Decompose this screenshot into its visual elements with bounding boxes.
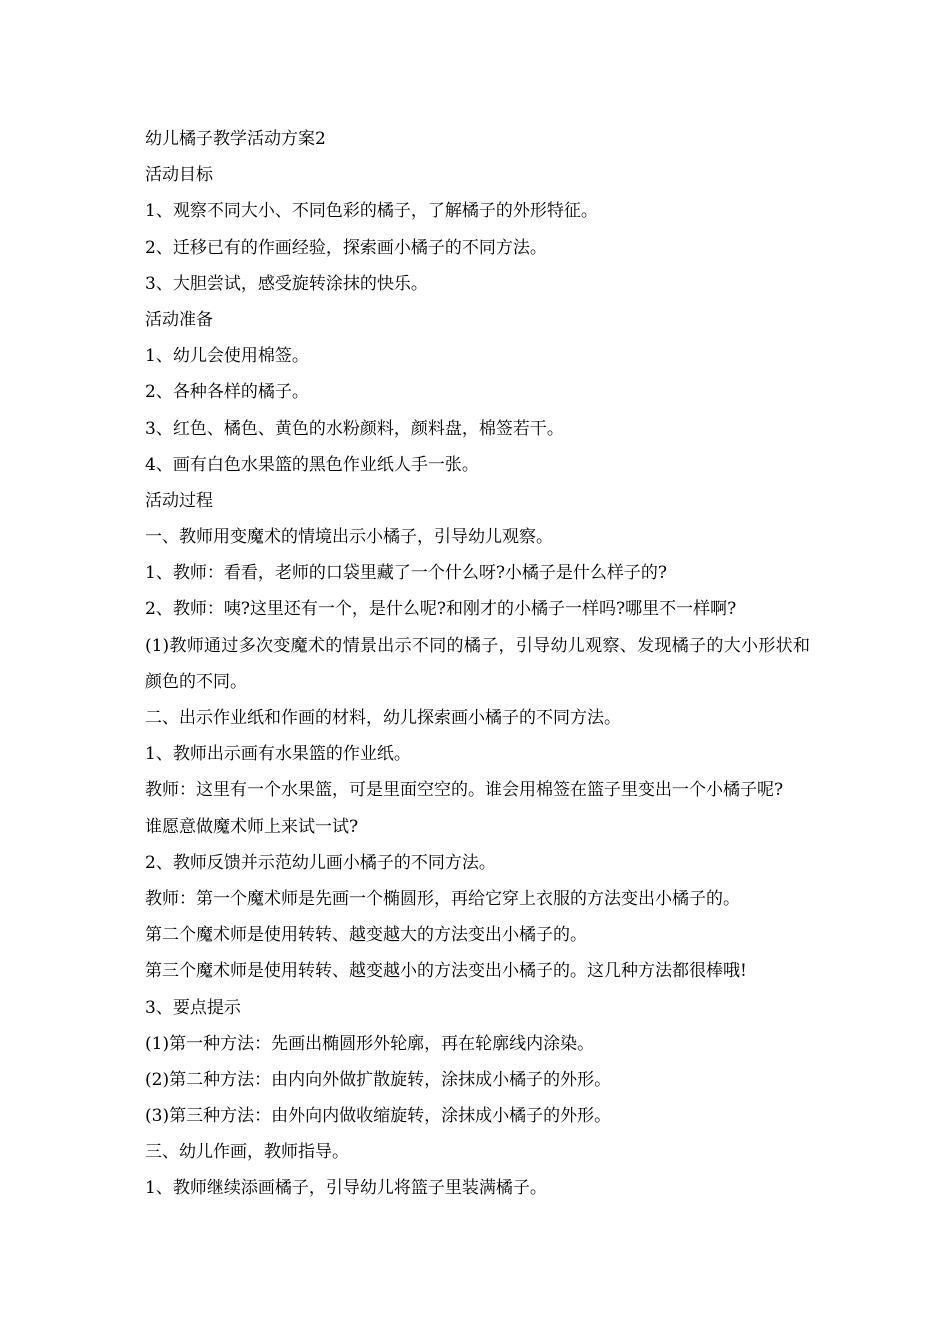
paragraph: 4、画有白色水果篮的黑色作业纸人手一张。 (145, 454, 479, 475)
paragraph: 2、各种各样的橘子。 (145, 382, 309, 403)
paragraph: (3)第三种方法：由外向内做收缩旋转，涂抹成小橘子的外形。 (145, 1106, 612, 1127)
document-title: 幼儿橘子教学活动方案2 (145, 129, 326, 149)
heading-key-points: 3、要点提示 (145, 997, 241, 1018)
paragraph: 2、迁移已有的作画经验，探索画小橘子的不同方法。 (145, 237, 547, 258)
paragraph: (1)教师通过多次变魔术的情景出示不同的橘子，引导幼儿观察、发现橘子的大小形状和颜色的不同。 (145, 635, 810, 692)
paragraph: 3、红色、橘色、黄色的水粉颜料，颜料盘，棉签若干。 (145, 418, 564, 439)
paragraph: 1、观察不同大小、不同色彩的橘子，了解橘子的外形特征。 (145, 201, 598, 222)
paragraph: 二、出示作业纸和作画的材料，幼儿探索画小橘子的不同方法。 (145, 708, 621, 729)
heading-preparation: 活动准备 (145, 309, 213, 330)
paragraph: 1、教师继续添画橘子，引导幼儿将篮子里装满橘子。 (145, 1178, 547, 1199)
paragraph: 教师：这里有一个水果篮，可是里面空空的。谁会用棉签在篮子里变出一个小橘子呢? (145, 780, 784, 801)
paragraph: 三、幼儿作画，教师指导。 (145, 1142, 349, 1163)
paragraph: 第三个魔术师是使用转转、越变越小的方法变出小橘子的。这几种方法都很棒哦! (145, 961, 747, 982)
document-body (145, 121, 810, 1207)
paragraph: 教师：第一个魔术师是先画一个椭圆形，再给它穿上衣服的方法变出小橘子的。 (145, 888, 740, 909)
paragraph: 1、幼儿会使用棉签。 (145, 346, 309, 367)
paragraph: 一、教师用变魔术的情境出示小橘子，引导幼儿观察。 (145, 527, 553, 548)
paragraph: (1)第一种方法：先画出椭圆形外轮廓，再在轮廓线内涂染。 (145, 1033, 595, 1054)
paragraph: 1、教师：看看，老师的口袋里藏了一个什么呀?小橘子是什么样子的? (145, 563, 668, 584)
paragraph: 2、教师反馈并示范幼儿画小橘子的不同方法。 (145, 852, 496, 873)
paragraph: 2、教师：咦?这里还有一个，是什么呢?和刚才的小橘子一样吗?哪里不一样啊? (145, 599, 737, 620)
paragraph: 1、教师出示画有水果篮的作业纸。 (145, 744, 411, 765)
paragraph: 第二个魔术师是使用转转、越变越大的方法变出小橘子的。 (145, 925, 587, 946)
paragraph: 3、大胆尝试，感受旋转涂抹的快乐。 (145, 273, 428, 294)
paragraph: 谁愿意做魔术师上来试一试? (145, 816, 359, 837)
heading-objectives: 活动目标 (145, 165, 213, 186)
heading-process: 活动过程 (145, 490, 213, 511)
paragraph: (2)第二种方法：由内向外做扩散旋转，涂抹成小橘子的外形。 (145, 1069, 612, 1090)
